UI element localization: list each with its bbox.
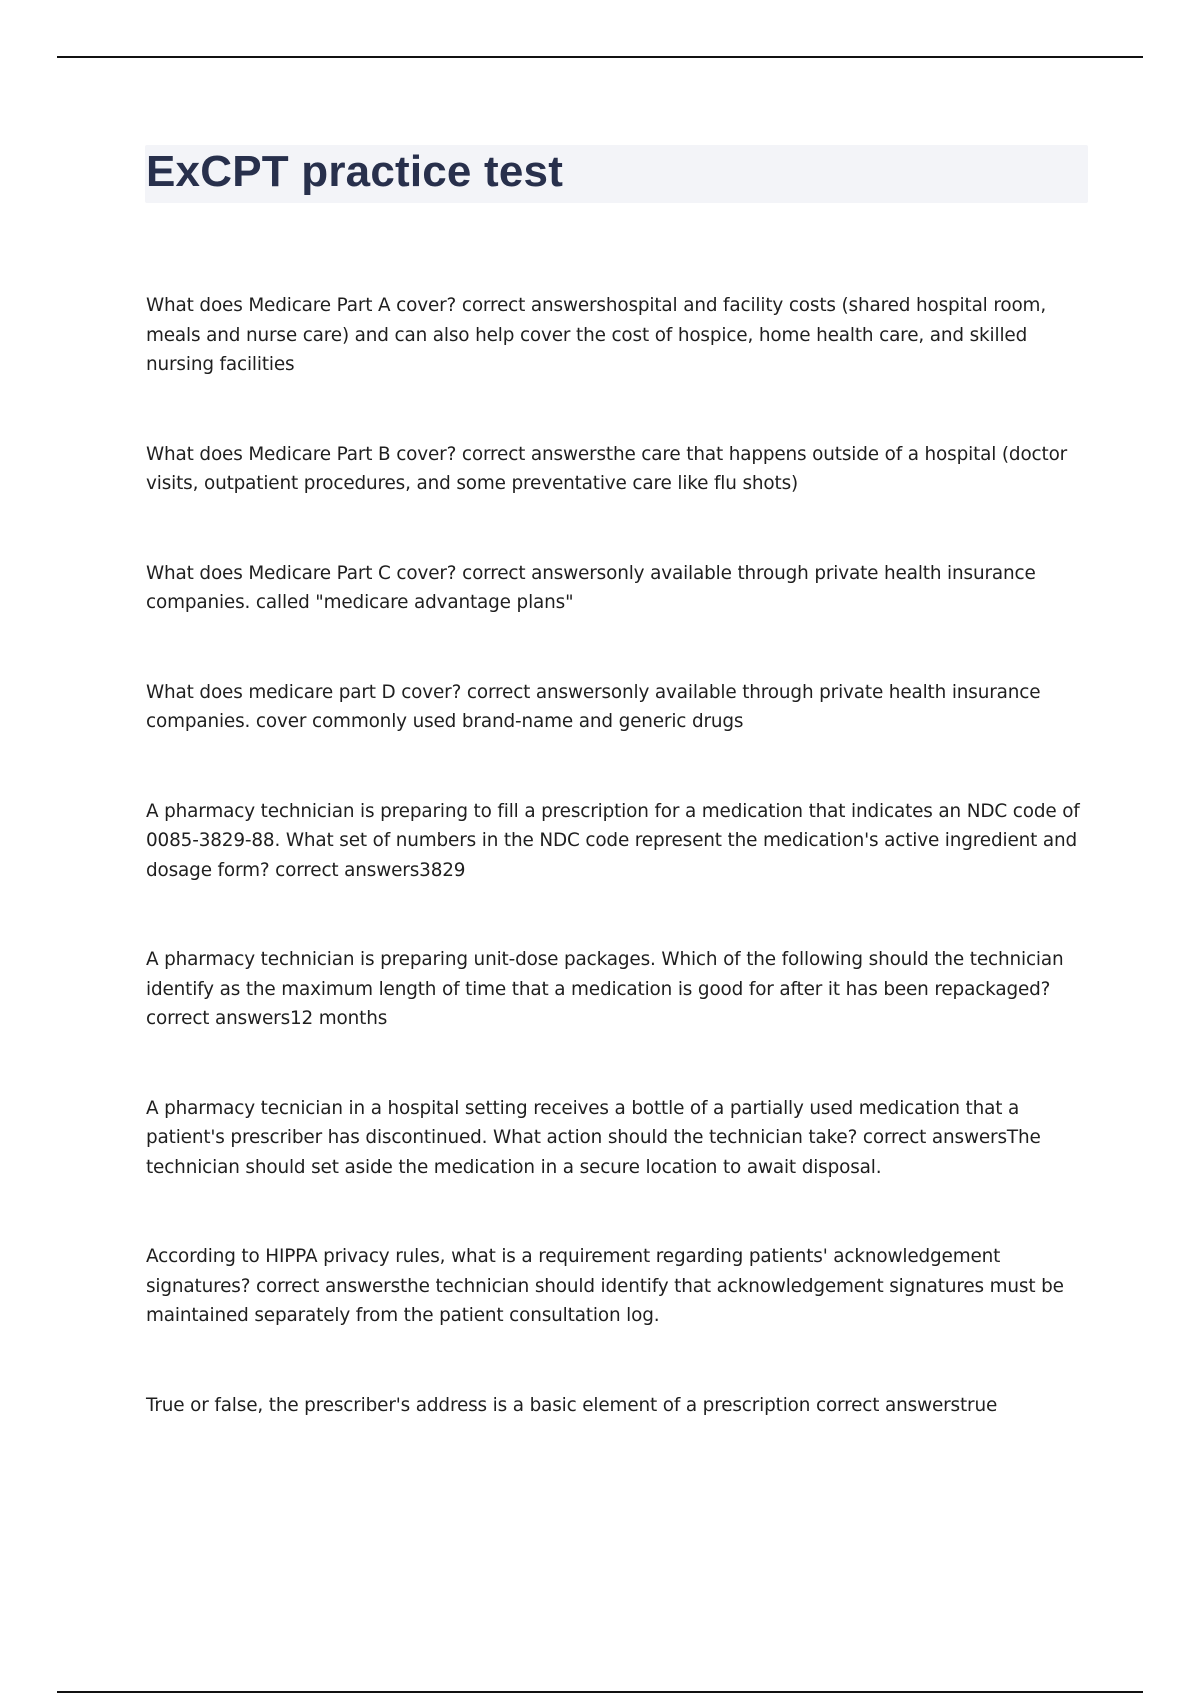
page-title: ExCPT practice test <box>146 147 564 196</box>
qa-item: According to HIPPA privacy rules, what is a requirement regarding patients' acknowledgement signatures? correct answersthe technician should identify that acknowledgement signatures must be maintained separately from the patient consultation log. <box>146 1246 1064 1326</box>
qa-item: A pharmacy tecnician in a hospital setting receives a bottle of a partially used medication that a patient's prescriber has discontinued. What action should the technician take? correct answersThe technician should set aside the medication in a secure location to await disposal. <box>146 1097 1041 1178</box>
qa-item: What does medicare part D cover? correct answersonly available through private health insurance companies. cover commonly used brand-name and generic drugs <box>146 681 1041 732</box>
qa-item: What does Medicare Part B cover? correct answersthe care that happens outside of a hospital (doctor visits, outpatient procedures, and some preventative care like flu shots) <box>146 443 1068 494</box>
qa-item: A pharmacy technician is preparing to fill a prescription for a medication that indicates an NDC code of 0085-3829-88. What set of numbers in the NDC code represent the medication's active ingredient and dosage form? correct answers3829 <box>146 800 1080 881</box>
bottom-rule <box>57 1691 1143 1693</box>
top-rule <box>57 56 1143 58</box>
qa-item: What does Medicare Part A cover? correct answershospital and facility costs (shared hospital room, meals and nurse care) and can also help cover the cost of hospice, home health care, and skilled nursing facilities <box>146 295 1047 375</box>
qa-list <box>146 291 1091 1480</box>
qa-item: A pharmacy technician is preparing unit-dose packages. Which of the following should the technician identify as the maximum length of time that a medication is good for after it has been repackaged? correct answers12 months <box>146 949 1064 1029</box>
qa-item: What does Medicare Part C cover? correct answersonly available through private health insurance companies. called "medicare advantage plans" <box>146 562 1036 613</box>
qa-item: True or false, the prescriber's address is a basic element of a prescription correct answerstrue <box>146 1394 998 1416</box>
